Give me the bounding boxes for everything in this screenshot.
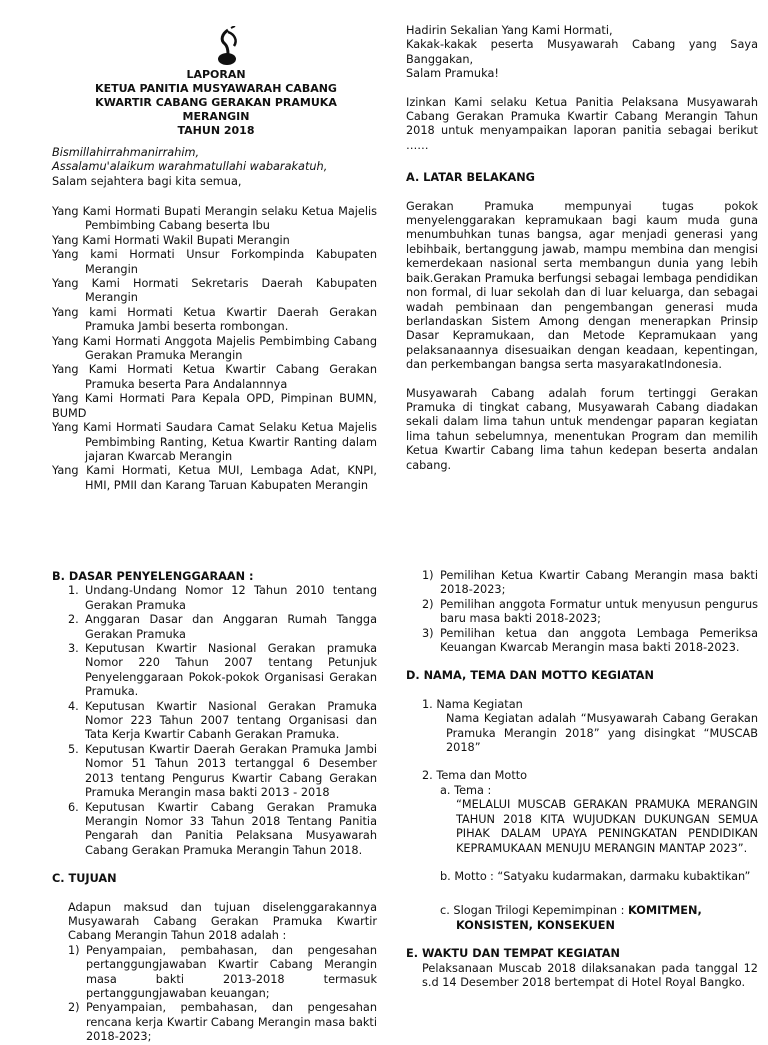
honored-item: Yang kami Hormati Unsur Forkompinda Kabupaten Merangin xyxy=(52,248,377,276)
pramuka-logo xyxy=(216,26,242,66)
sejahtera-text: Salam sejahtera bagi kita semua, xyxy=(52,174,242,188)
honored-item: Yang Kami Hormati Anggota Majelis Pembimbing Cabang Gerakan Pramuka Merangin xyxy=(52,334,377,363)
honored-list xyxy=(52,205,377,493)
list-item: 1) Penyampaian, pembahasan, dan pengesahan pertanggungjawaban Kwartir Cabang Merangin masa bakti 2013-2018 termasuk pertanggungjawaban keuangan; xyxy=(68,943,377,1000)
header-line: TAHUN 2018 xyxy=(177,124,255,137)
list-item: 3. Keputusan Kwartir Nasional Gerakan pramuka Nomor 220 Tahun 2007 tentang Petunjuk Penyelenggaraan Pokok-pokok Organisasi Gerakan Pramuka. xyxy=(68,642,377,699)
section-e-title: E. WAKTU DAN TEMPAT KEGIATAN xyxy=(406,947,620,961)
opening-line: Kakak-kakak peserta Musyawarah Cabang yang Saya Banggakan, xyxy=(406,38,758,66)
nama-kegiatan-label: 1. Nama Kegiatan xyxy=(422,697,523,711)
slogan-bold: KOMITMEN, xyxy=(628,904,702,918)
section-b-list xyxy=(52,584,377,858)
header-line: KETUA PANITIA MUSYAWARAH CABANG xyxy=(95,82,337,95)
list-item: 2) Penyampaian, pembahasan, dan pengesahan rencana kerja Kwartir Cabang Merangin masa bakti 2018-2023; xyxy=(68,1001,377,1044)
tema-label: a. Tema : xyxy=(440,783,492,797)
header-line: KWARTIR CABANG GERAKAN PRAMUKA MERANGIN xyxy=(95,96,337,123)
tema-motto-label: 2. Tema dan Motto xyxy=(422,769,528,783)
list-item: 1) Pemilihan Ketua Kwartir Cabang Merangin masa bakti 2018-2023; xyxy=(422,569,758,597)
list-item: 1. Undang-Undang Nomor 12 Tahun 2010 tentang Gerakan Pramuka xyxy=(68,584,377,612)
opening-line: Salam Pramuka! xyxy=(406,67,499,81)
slogan-label: c. Slogan Trilogi Kepemimpinan : xyxy=(440,904,625,918)
list-item: 3) Pemilihan ketua dan anggota Lembaga Pemeriksa Keuangan Kwarcab Merangin masa bakti 2018-2023. xyxy=(422,626,758,655)
bismillah-text: Bismillahirrahmanirrahim, xyxy=(52,146,200,159)
opening-line: Hadirin Sekalian Yang Kami Hormati, xyxy=(406,24,613,37)
section-a-title: A. LATAR BELAKANG xyxy=(406,171,535,185)
section-a-paragraph: Musyawarah Cabang adalah forum tertinggi Gerakan Pramuka di tingkat cabang, Musyawarah Cabang diadakan sekali dalam lima tahun untuk mendengar paparan kegiatan lima tahun sebelumnya, menentukan Program dan memilih Ketua Kwartir Cabang lima tahun kedepan beserta andalan cabang. xyxy=(406,386,758,472)
list-item: 4. Keputusan Kwartir Nasional Gerakan Pramuka Nomor 223 Tahun 2007 tentang Organisasi dan Tata Kerja Kwartir Cabanh Gerakan Pramuka. xyxy=(68,699,377,742)
greeting xyxy=(52,146,382,189)
salam-text: Assalamu'alaikum warahmatullahi wabarakatuh, xyxy=(52,160,328,174)
honored-item: Yang kami Hormati Ketua Kwartir Daerah Gerakan Pramuka Jambi beserta rombongan. xyxy=(52,305,377,334)
motto-row xyxy=(406,870,758,884)
honored-item: Yang Kami Hormati Wakil Bupati Merangin xyxy=(52,233,290,247)
section-e-text: Pelaksanaan Muscab 2018 dilaksanakan pada tanggal 12 s.d 14 Desember 2018 bertempat di Hotel Royal Bangko. xyxy=(422,961,758,989)
left-column-bottom xyxy=(52,570,377,1045)
honored-item: Yang Kami Hormati Ketua Kwartir Cabang Gerakan Pramuka beserta Para Andalannnya xyxy=(52,363,377,391)
section-d-title: D. NAMA, TEMA DAN MOTTO KEGIATAN xyxy=(406,669,654,683)
slogan-row xyxy=(406,904,758,933)
list-item: 6. Keputusan Kwartir Cabang Gerakan Pramuka Merangin Nomor 33 Tahun 2018 Tentang Panitia Pengarah dan Panitia Pelaksana Musyawarah Cabang Gerakan Pramuka Merangin Tahun 2018. xyxy=(68,800,377,857)
right-column-bottom xyxy=(406,569,758,990)
list-item: 5. Keputusan Kwartir Daerah Gerakan Pramuka Jambi Nomor 51 Tahun 2013 tertanggal 6 Desember 2013 tentang Pengurus Kwartir Cabang Gerakan Pramuka Merangin masa bakti 2013 - 2018 xyxy=(68,742,377,800)
honored-item: Yang Kami Hormati Sekretaris Daerah Kabupaten Merangin xyxy=(52,277,377,305)
header-line: LAPORAN xyxy=(186,68,246,81)
section-b-title: B. DASAR PENYELENGGARAAN : xyxy=(52,570,254,583)
section-c-intro: Adapun maksud dan tujuan diselenggarakannya Musyawarah Cabang Gerakan Pramuka Kwartir Cabang Merangin Tahun 2018 adalah : xyxy=(68,900,377,943)
section-c-list xyxy=(52,944,377,1045)
list-item: 2. Anggaran Dasar dan Anggaran Rumah Tangga Gerakan Pramuka xyxy=(68,613,377,641)
motto-label: b. Motto xyxy=(440,869,487,883)
section-c-title: C. TUJUAN xyxy=(52,872,117,886)
right-column-top xyxy=(406,24,758,473)
honored-item: Yang Kami Hormati Saudara Camat Selaku Ketua Majelis Pembimbing Ranting, Ketua Kwartir Ranting dalam jajaran Kwarcab Merangin xyxy=(52,421,377,463)
report-header xyxy=(60,68,372,138)
nama-kegiatan-text: Nama Kegiatan adalah “Musyawarah Cabang Gerakan Pramuka Merangin 2018” yang disingkat “MUSCAB 2018” xyxy=(446,712,758,755)
motto-text: : “Satyaku kudarmakan, darmaku kubaktikan” xyxy=(490,869,751,883)
slogan-bold: KONSISTEN, KONSEKUEN xyxy=(456,918,615,932)
list-item: 2) Pemilihan anggota Formatur untuk menyusun pengurus baru masa bakti 2018-2023; xyxy=(422,597,758,626)
section-c-list-continued xyxy=(406,569,758,655)
intro-paragraph: Izinkan Kami selaku Ketua Panitia Pelaksana Musyawarah Cabang Gerakan Pramuka Kwartir Cabang Merangin Tahun 2018 untuk menyampaikan laporan panitia sebagai berikut …… xyxy=(406,95,758,152)
section-a-paragraph: Gerakan Pramuka mempunyai tugas pokok menyelenggarakan kepramukaan bagi kaum muda guna menumbuhkan tunas bangsa, agar menjadi generasi yang lebihbaik, bertanggung jawab, mampu membina dan mengisi kemerdekaan nasional serta membangun dunia yang lebih baik.Gerakan Pramuka berfungsi sebagai lembaga pendidikan non formal, di luar sekolah dan di luar keluarga, dan sebagai wadah pembinaan dan pengembangan generasi muda berlandaskan Sistem Among dengan menerapkan Prinsip Dasar Kepramukaan, dan Metode Kepramukaan yang pelaksanaannya disesuaikan dengan keadaan, kepentingan, dan perkembangan bangsa serta masyarakatIndonesia. xyxy=(406,199,758,372)
honored-item: Yang Kami Hormati Bupati Merangin selaku Ketua Majelis Pembimbing Cabang beserta Ibu xyxy=(52,205,377,233)
honored-item: Yang Kami Hormati Para Kepala OPD, Pimpinan BUMN, BUMD xyxy=(52,392,377,420)
honored-item: Yang Kami Hormati, Ketua MUI, Lembaga Adat, KNPI, HMI, PMII dan Karang Taruan Kabupaten Merangin xyxy=(52,464,377,492)
tema-text: “MELALUI MUSCAB GERAKAN PRAMUKA MERANGIN TAHUN 2018 KITA WUJUDKAN DUKUNGAN SEMUA PIHAK DALAM UPAYA PENINGKATAN PENDIDIKAN KEPRAMUKAAN MENUJU MERANGIN MANTAP 2023”. xyxy=(456,798,758,855)
